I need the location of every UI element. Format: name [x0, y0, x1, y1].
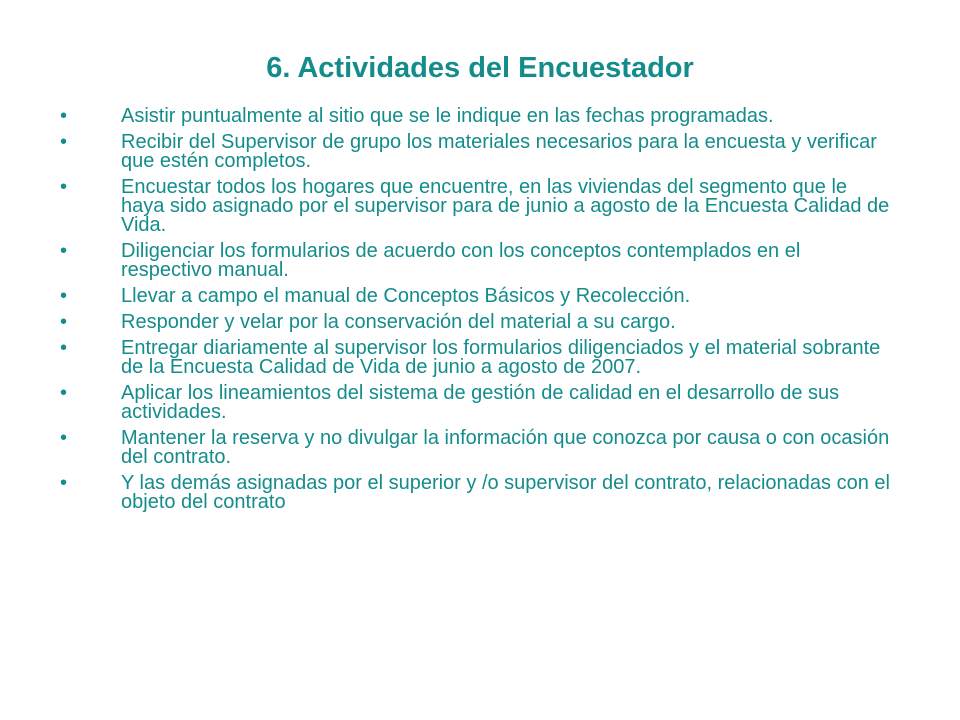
- slide-title: 6. Actividades del Encuestador: [266, 52, 694, 84]
- bullet-text: Diligenciar los formularios de acuerdo con los conceptos contemplados en el respectivo manual.: [121, 240, 801, 281]
- bullet-dot-icon: •: [60, 131, 68, 153]
- bullet-dot-icon: •: [60, 311, 68, 333]
- bullet-text: Entregar diariamente al supervisor los formularios diligenciados y el material sobrante de la Encuesta Calidad de Vida de junio a agosto de 2007.: [121, 337, 881, 378]
- bullet-item: [60, 287, 890, 306]
- bullet-dot-icon: •: [60, 105, 68, 127]
- bullet-dot-icon: •: [60, 176, 68, 198]
- bullet-text: Llevar a campo el manual de Conceptos Básicos y Recolección.: [121, 285, 691, 307]
- bullet-item: [60, 107, 890, 126]
- bullet-text: Aplicar los lineamientos del sistema de gestión de calidad en el desarrollo de sus actividades.: [121, 382, 840, 423]
- bullet-dot-icon: •: [60, 472, 68, 494]
- bullet-text: Asistir puntualmente al sitio que se le indique en las fechas programadas.: [121, 105, 774, 127]
- bullet-dot-icon: •: [60, 427, 68, 449]
- bullet-list: [60, 107, 890, 519]
- bullet-item: [60, 133, 890, 171]
- bullet-item: [60, 178, 890, 235]
- bullet-text: Mantener la reserva y no divulgar la información que conozca por causa o con ocasión del contrato.: [121, 427, 890, 468]
- bullet-text: Y las demás asignadas por el superior y /o supervisor del contrato, relacionadas con el objeto del contrato: [121, 472, 890, 513]
- bullet-text: Responder y velar por la conservación del material a su cargo.: [121, 311, 676, 333]
- bullet-item: [60, 429, 890, 467]
- bullet-item: [60, 242, 890, 280]
- bullet-dot-icon: •: [60, 382, 68, 404]
- bullet-item: [60, 474, 890, 512]
- bullet-item: [60, 384, 890, 422]
- bullet-dot-icon: •: [60, 337, 68, 359]
- bullet-text: Encuestar todos los hogares que encuentre, en las viviendas del segmento que le haya sido asignado por el supervisor para de junio a agosto de la Encuesta Calidad de Vida.: [121, 176, 890, 236]
- bullet-item: [60, 339, 890, 377]
- bullet-text: Recibir del Supervisor de grupo los materiales necesarios para la encuesta y verificar que estén completos.: [121, 131, 877, 172]
- bullet-dot-icon: •: [60, 240, 68, 262]
- bullet-dot-icon: •: [60, 285, 68, 307]
- bullet-item: [60, 313, 890, 332]
